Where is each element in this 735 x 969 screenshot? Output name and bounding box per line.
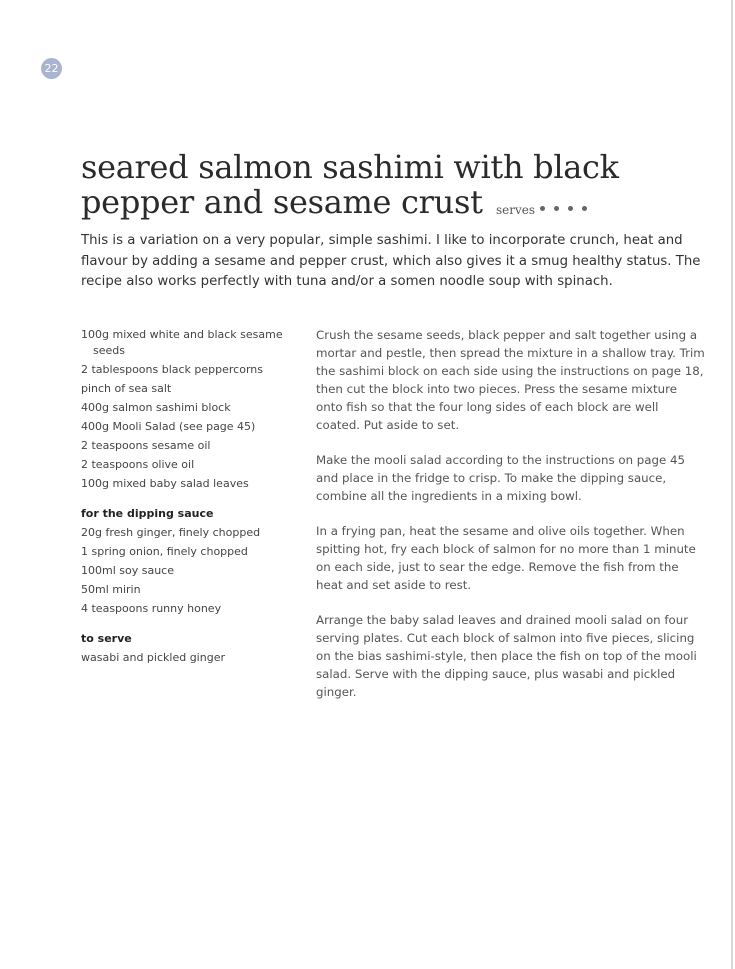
recipe-intro: This is a variation on a very popular, simple sashimi. I like to incorporate crunch, heat and flavour by adding a sesame and pepper crust, which also gives it a smug healthy status. The recipe also works perfectly with tuna and/or a somen noodle soup with spinach. (81, 233, 701, 289)
ingredient-item: 2 teaspoons sesame oil (81, 439, 211, 452)
method-column (316, 326, 706, 718)
ingredient-item: wasabi and pickled ginger (81, 651, 225, 664)
ingredient-item: 2 teaspoons olive oil (81, 458, 195, 471)
method-step: In a frying pan, heat the sesame and olive oils together. When spitting hot, fry each block of salmon for no more than 1 minute on each side, just to sear the edge. Remove the fish from the heat and set aside to rest. (316, 524, 696, 592)
ingredient-item: 20g fresh ginger, finely chopped (81, 526, 261, 539)
page-number-badge: 22 (41, 58, 62, 79)
method-step: Make the mooli salad according to the instructions on page 45 and place in the fridge to crisp. To make the dipping sauce, combine all the ingredients in a mixing bowl. (316, 453, 686, 503)
dipping-sauce-list (81, 525, 296, 617)
recipe-title-line-1: seared salmon sashimi with black (81, 148, 619, 186)
method-step: Arrange the baby salad leaves and drained mooli salad on four serving plates. Cut each block of salmon into five pieces, slicing on the bias sashimi-style, then place the fish on top of the mooli salad. Serve with the dipping sauce, plus wasabi and pickled ginger. (316, 613, 697, 699)
serving-dot-icon (540, 206, 545, 211)
dipping-sauce-heading: for the dipping sauce (81, 507, 214, 520)
serving-dot-icon (554, 206, 559, 211)
ingredient-item: 2 tablespoons black peppercorns (81, 363, 263, 376)
ingredient-item: 50ml mirin (81, 583, 141, 596)
serves-label: serves (496, 203, 536, 217)
ingredient-item: 400g salmon sashimi block (81, 401, 231, 414)
serves-indicator (540, 206, 596, 225)
method-step: Crush the sesame seeds, black pepper and salt together using a mortar and pestle, then spread the mixture in a shallow tray. Trim the sashimi block on each side using the instructions on page 18, then cut the block into two pieces. Press the sesame mixture onto fish so that the four long sides of each block are well coated. Put aside to set. (316, 328, 705, 432)
to-serve-heading: to serve (81, 632, 132, 645)
page-edge-line (731, 0, 733, 969)
main-ingredients-list (81, 327, 296, 492)
to-serve-list (81, 650, 296, 666)
serving-dot-icon (582, 206, 587, 211)
recipe-title (81, 150, 619, 220)
recipe-title-line-2: pepper and sesame crust (81, 183, 483, 221)
serving-dot-icon (568, 206, 573, 211)
ingredient-item: 100g mixed baby salad leaves (81, 477, 249, 490)
ingredient-item: pinch of sea salt (81, 382, 172, 395)
ingredient-item: 100ml soy sauce (81, 564, 174, 577)
ingredient-item: 400g Mooli Salad (see page 45) (81, 420, 256, 433)
ingredient-item: 100g mixed white and black sesame seeds (81, 328, 283, 357)
ingredient-item: 4 teaspoons runny honey (81, 602, 222, 615)
ingredient-item: 1 spring onion, finely chopped (81, 545, 248, 558)
ingredients-column (81, 327, 296, 669)
